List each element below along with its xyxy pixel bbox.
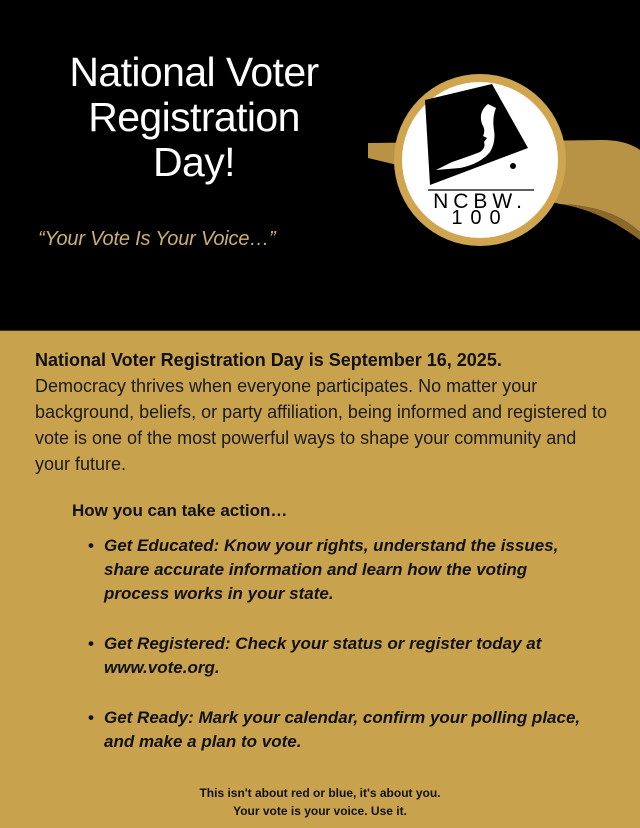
intro-text: Democracy thrives when everyone participates. No matter your background, beliefs, or party affiliation, being informed and registered to vote is one of the most powerful ways to shape your community and your future.: [35, 376, 608, 474]
intro-paragraph: [35, 347, 615, 477]
action-text: Get Educated: Know your rights, understand the issues, share accurate information and learn how the voting process works in your state.: [104, 536, 559, 603]
logo-text-100: 100: [451, 207, 509, 229]
header-banner: [0, 0, 640, 331]
action-list: [88, 534, 588, 780]
logo-emblem: [0, 0, 640, 330]
bullet: •: [88, 536, 94, 555]
page-title: National Voter Registration Day!: [69, 49, 319, 185]
action-text: Get Registered: Check your status or register today at www.vote.org.: [104, 634, 542, 677]
list-item-get-educated: [88, 534, 588, 606]
list-item-get-registered: [88, 632, 588, 680]
intro-section: [35, 347, 615, 477]
tagline: “Your Vote Is Your Voice…”: [38, 228, 276, 250]
logo-text-ncbw: NCBW.: [433, 190, 527, 213]
footer-line-1: This isn't about red or blue, it's about you.: [199, 786, 441, 800]
action-text: Get Ready: Mark your calendar, confirm your polling place, and make a plan to vote.: [104, 708, 581, 751]
registration-date-statement: National Voter Registration Day is September 16, 2025.: [35, 350, 502, 370]
bullet: •: [88, 708, 94, 727]
action-heading: How you can take action…: [72, 501, 288, 520]
footer-message: [0, 784, 640, 820]
bullet: •: [88, 634, 94, 653]
list-item-get-ready: [88, 706, 588, 754]
footer-line-2: Your vote is your voice. Use it.: [233, 804, 407, 818]
